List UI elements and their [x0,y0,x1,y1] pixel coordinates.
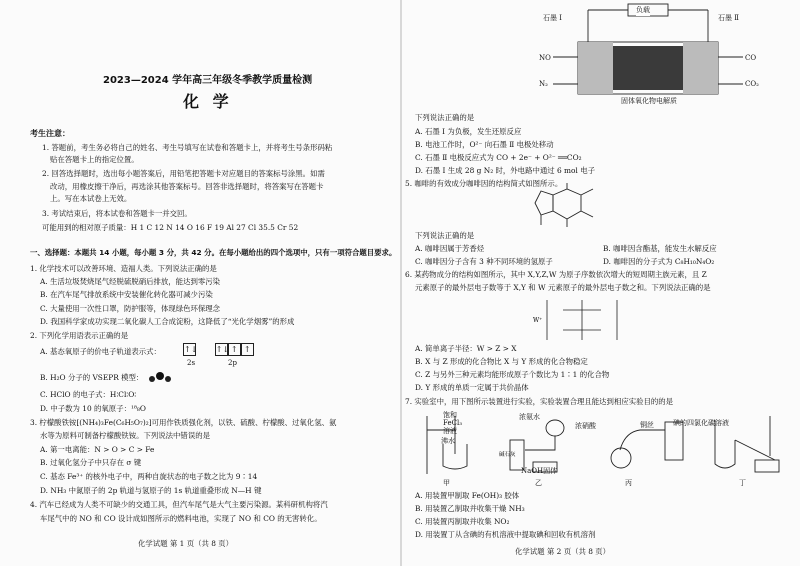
reagent-label: 碘的四氯化碳溶液 [673,419,729,427]
reagent-label: 溶液 [443,427,457,435]
orbital-label-2p: 2p [228,359,237,367]
q1-option-d: D. 我国科学家成功实现二氧化碳人工合成淀粉，这降低了“光化学烟雾”的形成 [40,317,295,326]
q3-option-c: C. 基态 Fe³⁺ 的核外电子中，两种自旋状态的电子数之比为 9∶14 [40,472,258,481]
q2-option-b: B. H₂O 分子的 VSEPR 模型： [40,373,144,382]
co2-label: CO₂ [745,80,759,88]
notice-line: 3. 考试结束后，将本试卷和答题卡一并交回。 [42,209,192,218]
notice-line: 上。写在本试卷上无效。 [50,194,132,203]
reagent-label: NaOH固体 [521,467,558,475]
q1-option-a: A. 生活垃圾焚烧尾气经脱硫脱硝后排放，能达到零污染 [40,277,221,286]
q3-option-d: D. NH₃ 中氮原子的 2p 轨道与氢原子的 1s 轨道重叠形成 N—H 键 [40,486,262,495]
n2-label: N₂ [539,80,548,88]
q2-stem: 2. 下列化学用语表示正确的是 [30,331,129,340]
q1-stem: 1. 化学技术可以改善环境、造福人类。下列说法正确的是 [30,264,217,273]
orbital-2p-box: ↑ [228,343,241,356]
graphite-1-label: 石墨 Ⅰ [543,14,562,22]
notice-line: 贴在答题卡上的指定位置。 [50,155,139,164]
load-label: 负载 [636,6,650,14]
reagent-label: 浓氨水 [519,413,540,421]
q5-question: 下列说法正确的是 [415,231,475,240]
q2-option-a: A. 基态氧原子的价电子轨道表示式： [40,347,161,356]
notice-line: 2. 回答选择题时，选出每小题答案后，用铅笔把答题卡对应题目的答案标号涂黑。如需 [42,169,325,178]
q6-option-a: A. 简单离子半径：W > Z > X [415,344,517,353]
reagent-label: 铜丝 [640,421,654,429]
orbital-2p-box: ↑ [241,343,254,356]
orbital-2s-box: ↑↓ [184,345,198,354]
page-2 [403,0,800,566]
q4-option-c: C. 石墨 Ⅱ 电极反应式为 CO + 2e⁻ + O²⁻ ══CO₂ [415,153,582,162]
notice-line: 改动，用橡皮擦干净后，再选涂其他答案标号。回答非选择题时，将答案写在答题卡 [50,182,324,191]
electrolyte-caption: 固体氧化物电解质 [621,97,677,105]
notice-title: 考生注意： [30,129,70,138]
q4-stem: 4. 汽车已经成为人类不可缺少的交通工具，但汽车尾气是大气主要污染源。某科研机构将汽 [30,500,328,509]
q4-option-b: B. 电池工作时，O²⁻ 向石墨 Ⅱ 电极处移动 [415,140,554,149]
q1-option-c: C. 大量使用一次性口罩，防护服等，体现绿色环保理念 [40,304,221,313]
subject-title: 化 学 [183,92,233,111]
q6-stem: 6. 某药物成分的结构如图所示，其中 X,Y,Z,W 为原子序数依次增大的短周期主族元素，且 Z [405,270,707,279]
q4-question: 下列说法正确的是 [415,113,475,122]
orbital-label-2s: 2s [187,359,196,367]
q7-option-a: A. 用装置甲制取 Fe(OH)₃ 胶体 [415,491,520,500]
apparatus-label-b: 乙 [535,479,542,487]
page-divider [400,0,402,566]
q3-option-b: B. 过氧化氢分子中只存在 σ 键 [40,458,142,467]
q6-stem: 元素原子的最外层电子数等于 X,Y 和 W 元素原子的最外层电子数之和。下列说法正确的是 [415,283,711,292]
no-label: NO [539,54,551,62]
caffeine-structure [533,183,623,231]
co-label: CO [745,54,757,62]
q3-option-a: A. 第一电离能：N > O > C > Fe [40,445,155,454]
q2-option-d: D. 中子数为 10 的氧原子：¹⁸₈O [40,404,146,413]
q5-option-d: D. 咖啡因的分子式为 C₈H₁₀N₄O₂ [603,257,715,266]
svg-text:碱石灰: 碱石灰 [499,452,516,458]
vsepr-model-image [147,371,173,383]
reagent-label: 饱和 [443,411,457,419]
notice-line: 1. 答题前，考生务必将自己的姓名、考生号填写在试卷和答题卡上，并将考生号条形码粘 [42,143,333,152]
orbital-2p-box: ↑↓ [215,345,230,354]
q5-option-a: A. 咖啡因属于芳香烃 [415,244,485,253]
reagent-label: 浓硝酸 [575,422,596,430]
q6-option-d: D. Y 形成的单质一定属于共价晶体 [415,383,529,392]
q7-option-c: C. 用装置丙制取并收集 NO₂ [415,517,510,526]
page-footer: 化学试题 第 2 页（共 8 页） [515,547,611,556]
q7-option-d: D. 用装置丁从含碘的有机溶液中提取碘和回收有机溶剂 [415,530,596,539]
reagent-label: FeCl₃ [443,419,463,427]
q5-option-c: C. 咖啡因分子含有 3 种不同环境的氢原子 [415,257,553,266]
orbital-diagram [183,343,254,356]
q5-stem: 5. 咖啡的有效成分咖啡因的结构简式如图所示。 [405,179,563,188]
svg-text:W⁺: W⁺ [533,317,543,324]
q2-option-c: C. HClO 的电子式：H∶Cl∶O∶ [40,390,137,399]
q4-option-d: D. 石墨 Ⅰ 生成 28 g N₂ 时，外电路中通过 6 mol 电子 [415,166,595,175]
q1-option-b: B. 在汽车尾气排放系统中安装催化转化器可减少污染 [40,290,213,299]
lab-apparatus-figure [415,410,790,478]
q7-stem: 7. 实验室中，用下图所示装置进行实验，实验装置合理且能达到相应实验目的的是 [405,397,674,406]
q4-stem: 车尾气中的 NO 和 CO 设计成如图所示的燃料电池，实现了 NO 和 CO 的无害转化。 [40,514,322,523]
page-footer: 化学试题 第 1 页（共 8 页） [138,539,234,548]
apparatus-label-c: 丙 [625,479,632,487]
exam-header: 2023—2024 学年高三年级冬季教学质量检测 [103,75,313,86]
atomic-mass-line: 可能用到的相对原子质量：H 1 C 12 N 14 O 16 F 19 Al 27 Cl 35.5 Cr 52 [42,223,299,232]
q5-option-b: B. 咖啡因含酯基，能发生水解反应 [603,244,717,253]
q3-stem: 水等为原料可制备柠檬酸铁铵。下列说法中错误的是 [40,431,210,440]
q6-option-b: B. X 与 Z 形成的化合物比 X 与 Y 形成的化合物稳定 [415,357,588,366]
q3-stem: 3. 柠檬酸铁铵[(NH₄)₃Fe(C₆H₅O₇)₂]可用作铁质强化剂，以铁、硫酸、柠檬酸、过氧化氢、氨 [30,418,337,427]
reagent-label: 沸水 [441,437,455,445]
graphite-2-label: 石墨 Ⅱ [718,14,739,22]
apparatus-label-a: 甲 [443,479,450,487]
apparatus-label-d: 丁 [739,479,746,487]
drug-structure [533,296,623,344]
section-1-heading: 一、选择题：本题共 14 小题，每小题 3 分，共 42 分。在每小题给出的四个选项中，只有一项符合题目要求。 [30,248,397,257]
fuel-cell-diagram [533,2,763,112]
q6-option-c: C. Z 与另外三种元素均能形成原子个数比为 1∶1 的化合物 [415,370,610,379]
q4-option-a: A. 石墨 Ⅰ 为负极，发生还原反应 [415,127,522,136]
q7-option-b: B. 用装置乙制取并收集干燥 NH₃ [415,504,525,513]
